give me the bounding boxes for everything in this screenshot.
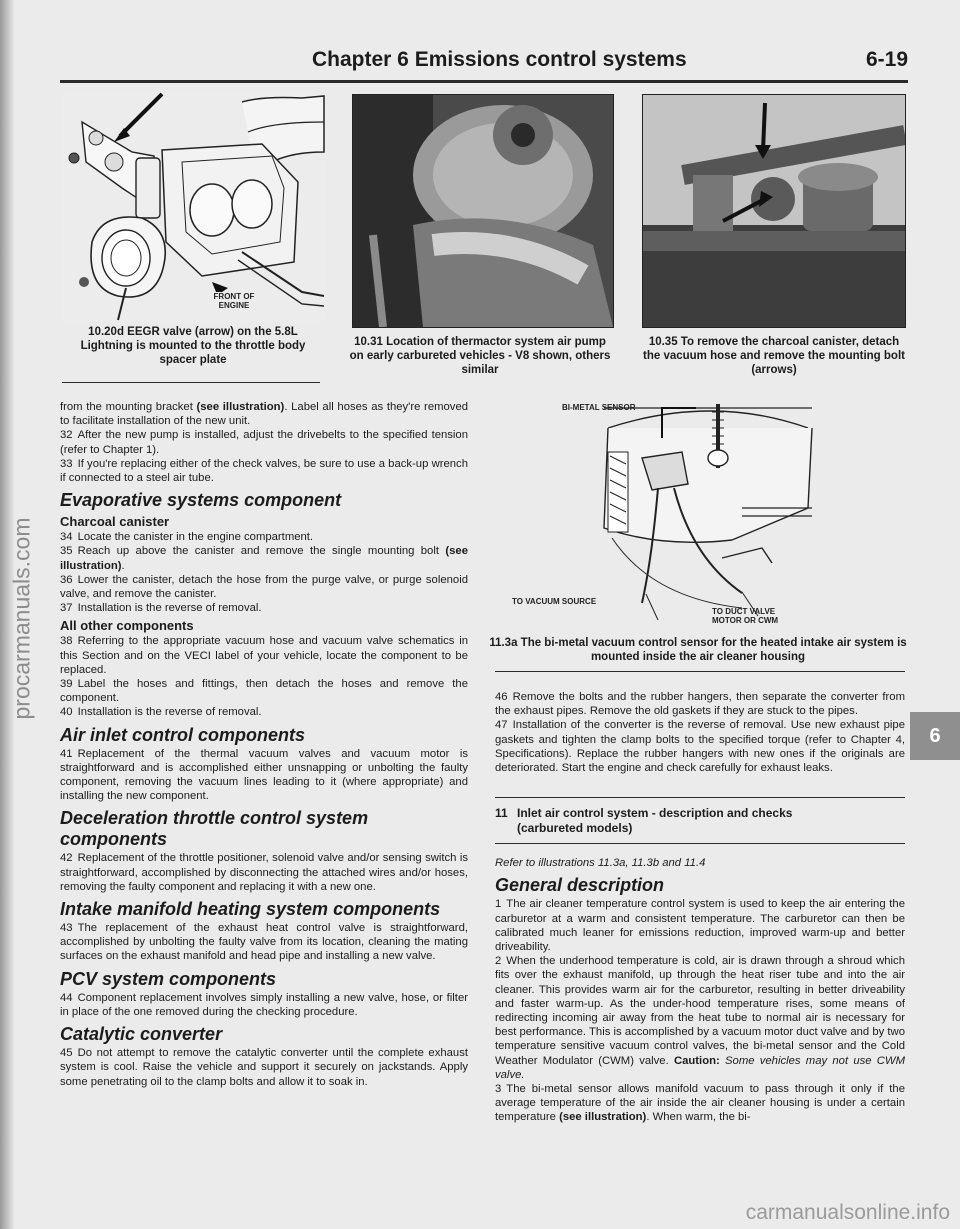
chapter-thumb-tab: 6 [910,712,960,760]
paragraph-36 [60,573,468,601]
paragraph-number: 2 [495,955,502,968]
caution-label: Caution: [673,1054,720,1067]
paragraph-number: 35 [60,545,73,558]
paragraph-number: 37 [60,602,73,615]
text: Installation is the reverse of removal. [77,706,262,719]
text: Locate the canister in the engine compartment. [77,531,314,544]
charcoal-canister-photo-image [643,95,905,327]
figure-divider [495,671,905,672]
paragraph-number: 42 [60,852,73,865]
section-title-line-1: Inlet air control system - description and checks [517,806,793,821]
page-number: 6-19 [865,48,908,71]
figure-charcoal-canister-photo [642,94,906,328]
vacuum-source-label: TO VACUUM SOURCE [512,597,597,606]
text: Replacement of the throttle positioner, solenoid valve and/or sensing switch is straightforward, accomplished by disconnecting the attached wires and/or hoses, removing the faulty component and replacing it with a new one. [60,852,468,893]
heading-evaporative: Evaporative systems component [60,490,342,511]
page-header [60,48,908,83]
paragraph-35 [60,544,468,572]
subheading-charcoal-canister: Charcoal canister [60,514,170,530]
text: If you're replacing either of the check valves, be sure to use a back-up wrench if connected to a steel air tube. [60,457,468,485]
text: Installation of the converter is the reverse of removal. Use new exhaust pipe gaskets and tighten the clamp bolts to the specified torque (refer to Chapter 4, Specifications). Replace the rubber hangers with new ones if the originals are deteriorated. Start the engine and check carefully for exhaust leaks. [495,719,905,775]
figure-caption-10-20d: 10.20d EEGR valve (arrow) on the 5.8L Lightning is mounted to the throttle body spacer plate [80,326,306,366]
paragraph-number: 46 [495,691,508,703]
paragraph-number: 40 [60,706,73,719]
text: Replacement of the thermal vacuum valves and vacuum motor is straightforward and is accomplished either unsnapping or unbolting the faulty component, removing the vacuum lines leading to it (where appropriate) and installing the new component. [60,747,468,803]
paragraph-43 [60,921,468,964]
chapter-title: Chapter 6 Emissions control systems [312,48,687,71]
heading-general-description: General description [495,875,665,896]
paragraph-number: 44 [60,991,73,1004]
paragraph-number: 3 [495,1083,502,1096]
figure-caption-10-31: 10.31 Location of thermactor system air pump on early carbureted vehicles - V8 shown, others similar [349,336,611,376]
paragraph-44 [60,991,468,1019]
see-illustration-ref: (see illustration) [60,545,468,572]
paragraph-number: 1 [495,898,502,911]
bimetal-sensor-label: BI-METAL SENSOR [562,403,636,412]
paragraph-45 [60,1046,468,1089]
paragraph-number: 47 [495,719,508,732]
paragraph-number: 38 [60,635,73,648]
illustration-reference: Refer to illustrations 11.3a, 11.3b and 11.4 [495,857,706,870]
text: Do not attempt to remove the catalytic converter until the complete exhaust system is cool. Raise the vehicle and support it securely on jackstands. Apply some penetrating oil to the clamp bolts and allow it to soak in. [60,1047,468,1088]
text: The air cleaner temperature control system is used to keep the air entering the carburetor at a warm and consistent temperature. The carburetor can then be calibrated much leaner for emissions reduction, improved warm-up and better driveability. [495,898,905,954]
paragraph-38 [60,634,468,677]
text: After the new pump is installed, adjust the drivebelts to the specified tension (refer to Chapter 1). [60,429,468,456]
paragraph-number: 41 [60,747,73,760]
paragraph-46 [495,690,905,718]
text: . [121,559,125,572]
left-column [60,400,468,1089]
heading-air-inlet: Air inlet control components [60,724,306,745]
paragraph-40 [60,705,468,719]
duct-valve-label-line-1: TO DUCT VALVE [712,607,776,616]
heading-line-1: Deceleration throttle control system [60,808,369,829]
paragraph-41 [60,747,468,804]
paragraph-39 [60,677,468,705]
text: Installation is the reverse of removal. [77,602,262,615]
section-title-line-2: (carbureted models) [517,821,633,836]
paragraph-number: 32 [60,429,73,442]
paragraph-32 [60,428,468,456]
paragraph-1 [495,897,905,954]
paragraph-2 [495,954,905,1082]
text: Label the hoses and fittings, then detach the hoses and remove the component. [60,678,468,705]
heading-pcv: PCV system components [60,968,277,989]
watermark-bottom: carmanualsonline.info [745,1201,950,1224]
paragraph-number: 33 [60,457,73,470]
bimetal-sensor-illustration [512,398,842,630]
text: Component replacement involves simply installing a new valve, hose, or filter in place of the one removed during the checking procedure. [60,991,468,1018]
see-illustration-ref: (see illustration) [196,401,285,413]
text: The bi-metal sensor allows manifold vacuum to pass through it only if the average temperature of the air inside the air cleaner housing is under a certain temperature [495,1083,905,1124]
duct-valve-label [712,607,812,625]
text: Lower the canister, detach the hose from the purge valve, or purge solenoid valve, and remove the canister. [60,573,468,601]
figure-caption-10-35: 10.35 To remove the charcoal canister, detach the vacuum hose and remove the mounting bolt (arrows) [643,336,905,376]
text: When the underhood temperature is cold, air is drawn through a shroud which fits over the exhaust manifold, up through the heat riser tube and into the air cleaner. This provides warm air for the carburetor, resulting in better driveability and faster warm-up. As the under-hood temperature rises, some means of redirecting incoming air away from the heat tube to normal air is necessary for best performance. This is accomplished by a vacuum motor duct valve and by two temperature sensitive vacuum control valves, the bi-metal sensor and the Cold Weather Modulator (CWM) valve. [495,955,905,1067]
paragraph-3 [495,1082,905,1125]
paragraph-number: 43 [60,922,73,935]
text: . When warm, the bi- [646,1111,751,1124]
watermark-left: procarmanuals.com [8,517,35,720]
heading-line-2: components [60,829,168,850]
text: The replacement of the exhaust heat control valve is straightforward, accomplished by unbolting the faulty valve from its location, cleaning the mating surfaces on the exhaust manifold and head pipe and installing a new valve. [60,922,468,963]
duct-valve-label-line-2: MOTOR OR CWM [712,616,779,625]
text: Remove the bolts and the rubber hangers, then separate the converter from the exhaust pipes. Remove the old gaskets if they are stuck to the pipes. [495,691,905,718]
paragraph-42 [60,851,468,894]
section-title [517,806,792,836]
figure-caption-11-3a: 11.3a The bi-metal vacuum control sensor for the heated intake air system is mounted inside the air cleaner housing [489,637,907,663]
heading-intake-manifold: Intake manifold heating system components [60,899,441,920]
paragraph-33 [60,457,468,485]
paragraph-number: 36 [60,573,73,586]
text: from the mounting bracket [60,401,197,413]
air-pump-photo-image [353,95,613,327]
paragraph-31-cont [60,400,468,428]
paragraph-47 [495,718,905,775]
paragraph-number: 34 [60,531,73,544]
caption-divider [62,382,320,383]
egr-valve-illustration [62,92,326,322]
figure-bimetal-sensor-drawing [512,398,842,630]
caution-text: Some vehicles may not use CWM valve. [495,1054,906,1081]
text: Reach up above the canister and remove the single mounting bolt [77,545,446,558]
right-column [495,690,905,1125]
subheading-all-other: All other components [60,618,194,634]
section-number: 11 [495,806,508,821]
paragraph-34 [60,530,468,544]
see-illustration-ref: (see illustration) [559,1111,647,1124]
heading-deceleration [60,808,468,850]
text: Referring to the appropriate vacuum hose and vacuum valve schematics in this Section and on the VECI label of your vehicle, locate the component to be replaced. [60,635,468,676]
front-of-engine-label: FRONT OF ENGINE [213,292,255,310]
figure-air-pump-photo [352,94,614,328]
text: . Label all hoses as they're removed to facilitate installation of the new unit. [60,401,469,428]
figure-egr-valve-drawing [62,92,326,322]
paragraph-number: 45 [60,1047,73,1060]
paragraph-37 [60,601,468,615]
heading-catalytic: Catalytic converter [60,1024,223,1045]
paragraph-number: 39 [60,678,73,691]
section-11-heading [495,797,905,844]
